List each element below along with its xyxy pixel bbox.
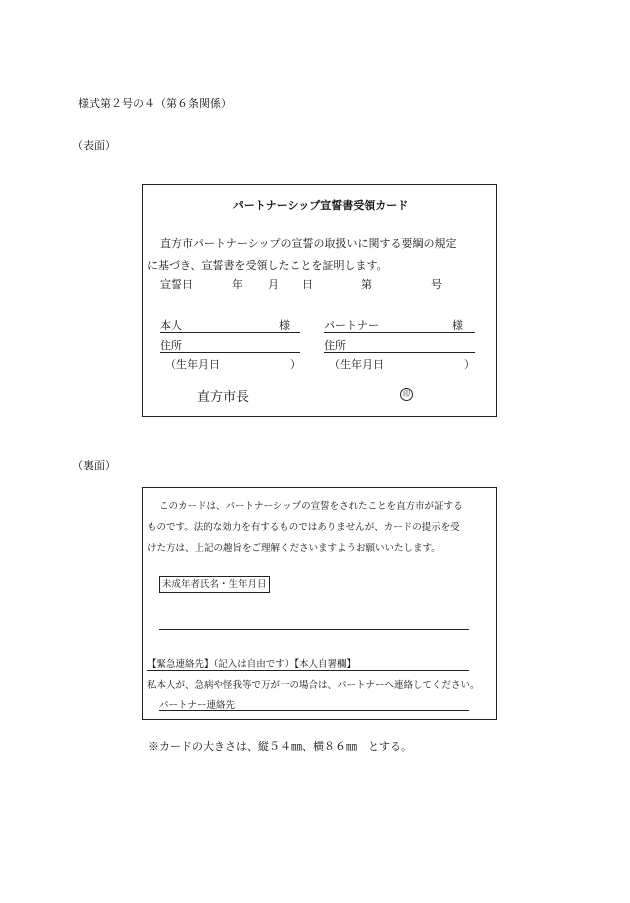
back-para-line2: ものです。法的な効力を有するものではありませんが、カードの提示を受 [147, 522, 460, 533]
partner-address-label: 住所 [324, 339, 346, 352]
front-body-line2: に基づき、宣誓書を受領したことを証明します。 [147, 259, 388, 272]
person-address-label: 住所 [160, 339, 182, 352]
partner-address-line [324, 352, 475, 353]
partner-birth-open: （生年月日 [329, 358, 384, 371]
emergency-line [147, 670, 469, 671]
partner-label: パートナー [324, 319, 379, 332]
back-card [142, 487, 497, 720]
partner-honorific: 様 [452, 319, 463, 332]
card-title: パートナーシップ宣誓書受領カード [232, 199, 409, 212]
emergency-notice: 私本人が、急病や怪我等で万が一の場合は、パートナーへ連絡してください。 [147, 680, 480, 691]
back-para-line3: けた方は、上記の趣旨をご理解くださいますようお願いいたします。 [147, 543, 441, 554]
seal-mark: 印 [400, 388, 413, 401]
person-birth-close: ） [290, 358, 301, 371]
back-para-line1: このカードは、パートナーシップの宣誓をされたことを直方市が証する [159, 501, 463, 512]
partner-birth-close: ） [464, 358, 475, 371]
minor-info-line [159, 629, 469, 630]
card-size-footnote: ※カードの大きさは、縦５４㎜、横８６㎜ とする。 [148, 740, 412, 753]
number-suffix: 号 [431, 278, 442, 291]
person-address-line [160, 352, 300, 353]
front-label: （表面） [72, 139, 116, 152]
emergency-contact-label: 【緊急連絡先】（記入は自由です）【本人自署欄】 [147, 659, 357, 670]
partner-contact-line [159, 710, 469, 711]
year-label: 年 [232, 278, 243, 291]
person-honorific: 様 [279, 319, 290, 332]
day-label: 日 [302, 278, 313, 291]
partner-contact-label: パートナー連絡先 [159, 700, 236, 711]
front-body-line1: 直方市パートナーシップの宣誓の取扱いに関する要綱の規定 [160, 237, 457, 250]
number-prefix: 第 [361, 278, 372, 291]
declaration-date-label: 宣誓日 [160, 278, 193, 291]
partner-name-line [324, 332, 475, 333]
form-header: 様式第２号の４（第６条関係） [78, 97, 232, 110]
month-label: 月 [268, 278, 279, 291]
person-label: 本人 [160, 319, 182, 332]
minor-label-box: 未成年者氏名・生年月日 [159, 576, 270, 593]
person-name-line [160, 332, 300, 333]
back-label: （裏面） [72, 459, 116, 472]
mayor-label: 直方市長 [197, 390, 250, 405]
person-birth-open: （生年月日 [165, 358, 220, 371]
front-card [142, 184, 497, 417]
